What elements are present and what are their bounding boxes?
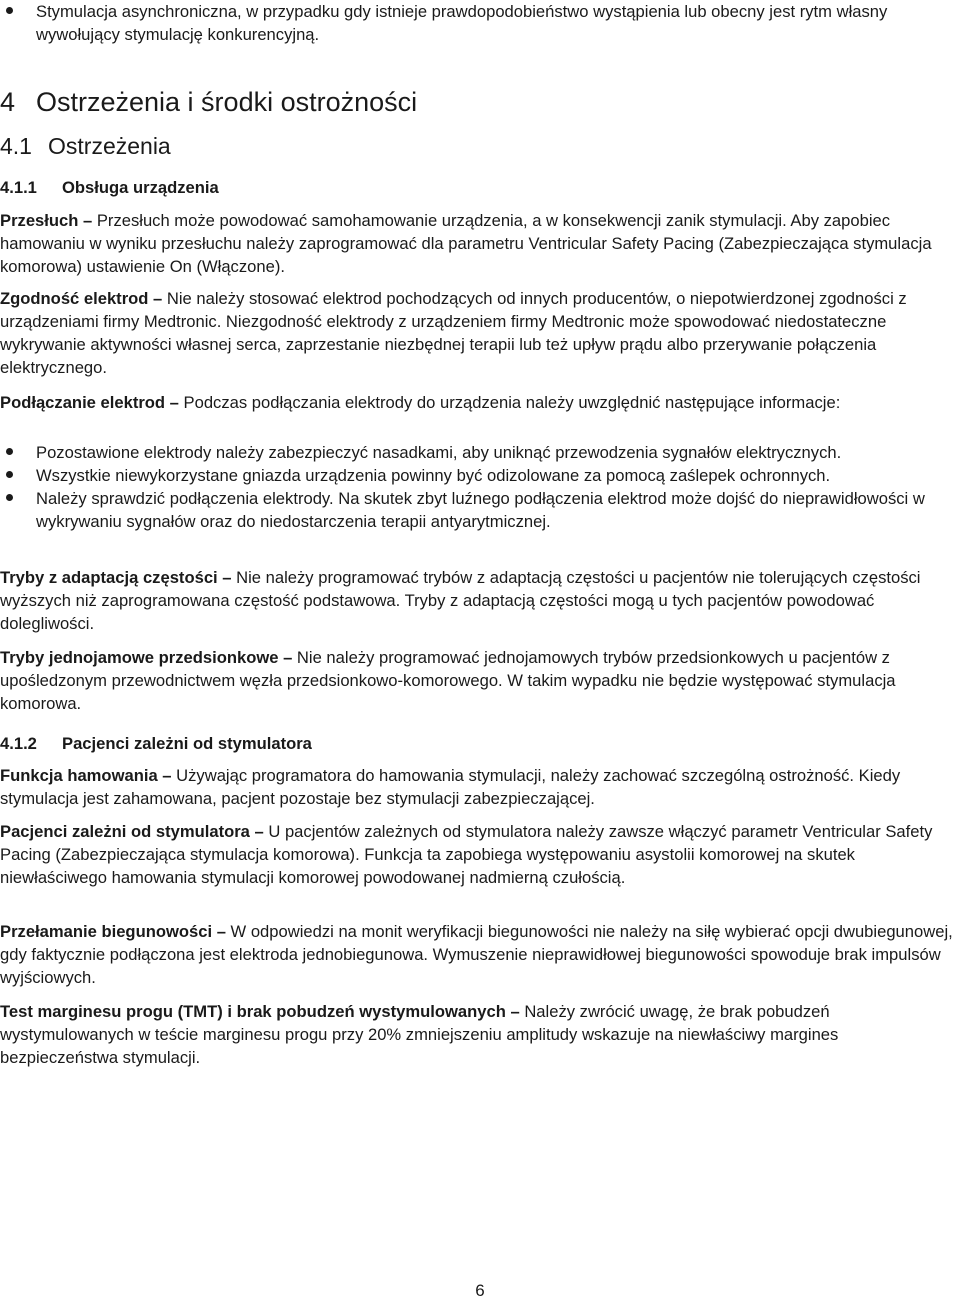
- section-number: 4.1.2: [0, 734, 37, 753]
- paragraph-term: Pacjenci zależni od stymulatora –: [0, 822, 264, 841]
- list-item: [0, 441, 960, 464]
- paragraph-term: Tryby z adaptacją częstości –: [0, 568, 232, 587]
- paragraph-text: W odpowiedzi na monit weryfikacji biegunowości nie należy na siłę wybierać opcji dwubiegunowej, gdy faktycznie podłączona jest elektroda jednobiegunowa. Wymuszenie nieprawidłowej biegunowości spowoduje brak impulsów wyjściowych.: [0, 922, 953, 987]
- paragraph-text: Podczas podłączania elektrody do urządzenia należy uwzględnić następujące informacje:: [178, 393, 841, 412]
- list-item-text: Należy sprawdzić podłączenia elektrody. Na skutek zbyt luźnego podłączenia elektrod może dojść do nieprawidłowości w wykrywaniu sygnałów oraz do niedostarczenia terapii antyarytmicznej.: [36, 489, 925, 531]
- paragraph-tryby-jednojamowe: [0, 646, 960, 715]
- section-number: 4.1: [0, 133, 32, 159]
- list-item-text: Wszystkie niewykorzystane gniazda urządzenia powinny być odizolowane za pomocą zaślepek ochronnych.: [36, 466, 831, 485]
- section-title: Ostrzeżenia i środki ostrożności: [36, 87, 418, 117]
- paragraph-przesluch: [0, 209, 960, 278]
- paragraph-term: Tryby jednojamowe przedsionkowe –: [0, 648, 293, 667]
- list-item: [0, 464, 960, 487]
- paragraph-term: Test marginesu progu (TMT) i brak pobudzeń wystymulowanych –: [0, 1002, 520, 1021]
- section-title: Ostrzeżenia: [48, 133, 171, 159]
- paragraph-term: Przesłuch –: [0, 211, 93, 230]
- paragraph-text: Przesłuch może powodować samohamowanie urządzenia, a w konsekwencji zanik stymulacji. Aby zapobiec hamowaniu w wyniku przesłuchu należy zaprogramować dla parametru Ventricular Safety Pacing (Zabezpieczająca stymulacja komorowa) ustawienie On (Włączone).: [0, 211, 932, 276]
- paragraph-term: Podłączanie elektrod –: [0, 393, 179, 412]
- paragraph-przelamanie-biegunowosci: [0, 920, 960, 989]
- bullet-icon: [6, 471, 13, 478]
- paragraph-text: Nie należy programować trybów z adaptacją częstości u pacjentów nie tolerujących częstości wyższych niż zaprogramowana częstość podstawowa. Tryby z adaptacją częstości mogą u tych pacjentów powodować dolegliwości.: [0, 568, 921, 633]
- top-bullet-list: [0, 0, 960, 46]
- section-title: Pacjenci zależni od stymulatora: [62, 734, 312, 753]
- paragraph-term: Przełamanie biegunowości –: [0, 922, 226, 941]
- bullet-icon: [6, 494, 13, 501]
- section-4-heading: [0, 86, 417, 118]
- list-item-text: Stymulacja asynchroniczna, w przypadku gdy istnieje prawdopodobieństwo wystąpienia lub obecny jest rytm własny wywołujący stymulację konkurencyjną.: [36, 2, 888, 44]
- section-number: 4: [0, 87, 16, 117]
- list-item-text: Pozostawione elektrody należy zabezpieczyć nasadkami, aby uniknąć przewodzenia sygnałów elektrycznych.: [36, 443, 842, 462]
- list-item: [0, 0, 960, 46]
- paragraph-text: Używając programatora do hamowania stymulacji, należy zachować szczególną ostrożność. Kiedy stymulacja jest zahamowana, pacjent pozostaje bez stymulacji zabezpieczającej.: [0, 766, 901, 808]
- section-number: 4.1.1: [0, 178, 37, 197]
- paragraph-funkcja-hamowania: [0, 764, 960, 810]
- paragraph-text: U pacjentów zależnych od stymulatora należy zawsze włączyć parametr Ventricular Safety Pacing (Zabezpieczająca stymulacja komorowa). Funkcja ta zapobiega występowaniu asystolii komorowej na skutek niewłaściwego hamowania stymulacji komorowej powodowanej nadmierną czułością.: [0, 822, 933, 887]
- page-number: 6: [475, 1281, 485, 1300]
- section-4-1-1-heading: [0, 176, 219, 199]
- bullet-icon: [6, 7, 13, 14]
- paragraph-tryby-adaptacja: [0, 566, 960, 635]
- paragraph-term: Funkcja hamowania –: [0, 766, 172, 785]
- paragraph-text: Nie należy programować jednojamowych trybów przedsionkowych u pacjentów z upośledzonym przewodnictwem węzła przedsionkowo-komorowego. W takim wypadku nie będzie występować stymulacja komorowa.: [0, 648, 896, 713]
- paragraph-zgodnosc-elektrod: [0, 287, 960, 379]
- section-4-1-heading: [0, 132, 171, 160]
- section-4-1-2-heading: [0, 732, 312, 755]
- paragraph-pacjenci-zalezni: [0, 820, 960, 889]
- paragraph-podlaczanie-elektrod: [0, 391, 960, 414]
- bullet-icon: [6, 448, 13, 455]
- list-item: [0, 487, 960, 533]
- section-title: Obsługa urządzenia: [62, 178, 219, 197]
- podlaczanie-bullet-list: [0, 441, 960, 533]
- paragraph-test-marginesu: [0, 1000, 960, 1069]
- paragraph-text: Należy zwrócić uwagę, że brak pobudzeń wystymulowanych w teście marginesu progu przy 20% zmniejszeniu amplitudy wskazuje na niewłaściwy margines bezpieczeństwa stymulacji.: [0, 1002, 839, 1067]
- paragraph-text: Nie należy stosować elektrod pochodzących od innych producentów, o niepotwierdzonej zgodności z urządzeniami firmy Medtronic. Niezgodność elektrody z urządzeniem firmy Medtronic może spowodować niedostateczne wykrywanie aktywności własnej serca, zaprzestanie niezbędnej terapii lub też upływ prądu albo przerywanie połączenia elektrycznego.: [0, 289, 907, 377]
- paragraph-term: Zgodność elektrod –: [0, 289, 163, 308]
